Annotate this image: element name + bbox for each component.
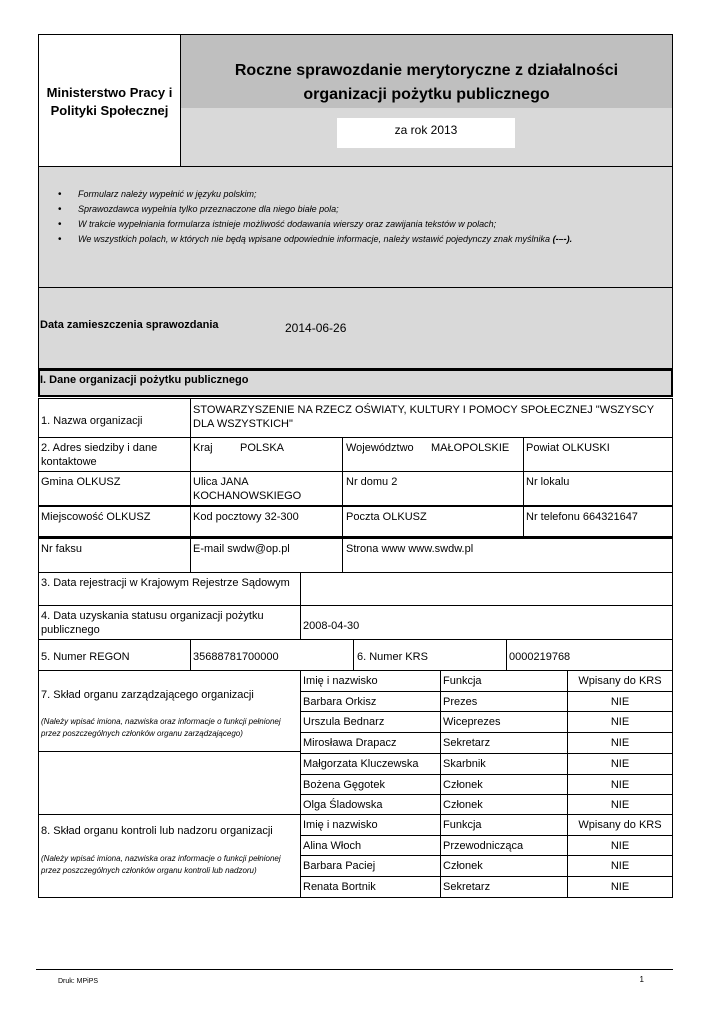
page-number: 1: [639, 975, 644, 984]
instructions-list: [40, 187, 670, 247]
fax-label: Nr faksu: [41, 543, 82, 555]
member-krs-flag: NIE: [610, 860, 630, 872]
member-krs-flag: NIE: [610, 696, 630, 708]
org-name-value: STOWARZYSZENIE NA RZECZ OŚWIATY, KULTURY I POMOCY SPOŁECZNEJ "WSZYSCY DLA WSZYSTKICH": [193, 404, 654, 430]
phone-value: Nr telefonu 664321647: [526, 511, 638, 523]
opp-status-value: 2008-04-30: [303, 620, 360, 632]
opp-status-label: 4. Data uzyskania statusu organizacji pożytku publicznego: [41, 610, 264, 636]
voivodeship-value: MAŁOPOLSKIE: [431, 442, 510, 454]
member-name: Barbara Paciej: [303, 860, 376, 872]
footer-rule: [36, 969, 673, 970]
member-function: Sekretarz: [443, 737, 491, 749]
member-krs-flag: NIE: [610, 881, 630, 893]
postal-code-value: Kod pocztowy 32-300: [193, 511, 299, 523]
krs-number-value: 0000219768: [509, 651, 571, 663]
website-value: Strona www www.swdw.pl: [346, 543, 474, 555]
member-krs-flag: NIE: [610, 779, 630, 791]
member-function: Prezes: [443, 696, 478, 708]
apartment-number-label: Nr lokalu: [526, 476, 570, 488]
street-value: Ulica JANA KOCHANOWSKIEGO: [193, 476, 302, 502]
member-function: Członek: [443, 779, 483, 791]
member-krs-flag: NIE: [610, 840, 630, 852]
member-name: Mirosława Drapacz: [303, 737, 397, 749]
board-empty-area: [38, 751, 301, 814]
year-label: za rok 2013: [394, 123, 458, 137]
section-1-heading: I. Dane organizacji pożytku publicznego: [40, 374, 249, 386]
member-function: Skarbnik: [443, 758, 486, 770]
footer-print-label: Druk: MPiPS: [58, 978, 99, 985]
form-title-line2: organizacji pożytku publicznego: [303, 86, 550, 103]
member-function: Członek: [443, 860, 483, 872]
country-value: POLSKA: [240, 442, 285, 454]
posting-date-value[interactable]: 2014-06-26: [285, 321, 347, 335]
instruction-item: • We wszystkich polach, w których nie będą wpisane odpowiednie informacje, należy wstawić pojedynczy znak myślnika (-–-).: [40, 232, 670, 247]
krs-registration-label: 3. Data rejestracji w Krajowym Rejestrze Sądowym: [41, 577, 290, 589]
member-function: Przewodnicząca: [443, 840, 524, 852]
regon-value: 35688781700000: [193, 651, 279, 663]
commune-value: Gmina OLKUSZ: [41, 476, 121, 488]
address-label: 2. Adres siedziby i dane kontaktowe: [41, 442, 158, 468]
column-header: Funkcja: [443, 675, 482, 687]
krs-number-label: 6. Numer KRS: [357, 651, 428, 663]
country-label: Kraj: [193, 442, 213, 454]
member-krs-flag: NIE: [610, 716, 630, 728]
town-value: Miejscowość OLKUSZ: [41, 511, 151, 523]
member-krs-flag: NIE: [610, 758, 630, 770]
member-function: Sekretarz: [443, 881, 491, 893]
member-function: Członek: [443, 799, 483, 811]
form-title-line1: Roczne sprawozdanie merytoryczne z działalności: [234, 62, 619, 79]
email-value: E-mail swdw@op.pl: [193, 543, 290, 555]
column-header: Wpisany do KRS: [578, 819, 662, 831]
column-header: Wpisany do KRS: [578, 675, 662, 687]
member-name: Renata Bortnik: [303, 881, 376, 893]
voivodeship-label: Województwo: [346, 442, 414, 454]
post-office-value: Poczta OLKUSZ: [346, 511, 427, 523]
county-value: Powiat OLKUSKI: [526, 442, 610, 454]
board-label: 7. Skład organu zarządzającego organizacji: [41, 689, 254, 701]
ministry-name: Ministerstwo Pracy i Polityki Społecznej: [46, 85, 173, 118]
member-function: Wiceprezes: [443, 716, 501, 728]
house-number-value: Nr domu 2: [346, 476, 398, 488]
instruction-item: • Sprawozdawca wypełnia tylko przeznaczone dla niego białe pola;: [40, 202, 670, 217]
column-header: Funkcja: [443, 819, 482, 831]
column-header: Imię i nazwisko: [303, 675, 378, 687]
member-name: Małgorzata Kluczewska: [303, 758, 419, 770]
control-label: 8. Skład organu kontroli lub nadzoru organizacji: [41, 825, 273, 837]
board-note: (Należy wpisać imiona, nazwiska oraz informacje o funkcji pełnionej przez poszczególnych członków organu zarządzającego): [41, 717, 281, 738]
control-note: (Należy wpisać imiona, nazwiska oraz informacje o funkcji pełnionej przez poszczególnych członków organu kontroli lub nadzoru): [41, 854, 281, 875]
org-name-label: 1. Nazwa organizacji: [41, 415, 143, 427]
posting-date-label: Data zamieszczenia sprawozdania: [40, 319, 219, 331]
member-name: Bożena Gęgotek: [303, 779, 385, 791]
instruction-item: • Formularz należy wypełnić w języku polskim;: [40, 187, 670, 202]
member-name: Urszula Bednarz: [303, 716, 385, 728]
member-name: Barbara Orkisz: [303, 696, 377, 708]
regon-label: 5. Numer REGON: [41, 651, 130, 663]
member-name: Olga Śladowska: [303, 799, 383, 811]
member-krs-flag: NIE: [610, 799, 630, 811]
instruction-item: • W trakcie wypełniania formularza istnieje możliwość dodawania wierszy oraz zawijania tekstów w polach;: [40, 217, 670, 232]
column-header: Imię i nazwisko: [303, 819, 378, 831]
krs-registration-value-cell[interactable]: [300, 572, 673, 606]
member-krs-flag: NIE: [610, 737, 630, 749]
member-name: Alina Włoch: [303, 840, 362, 852]
